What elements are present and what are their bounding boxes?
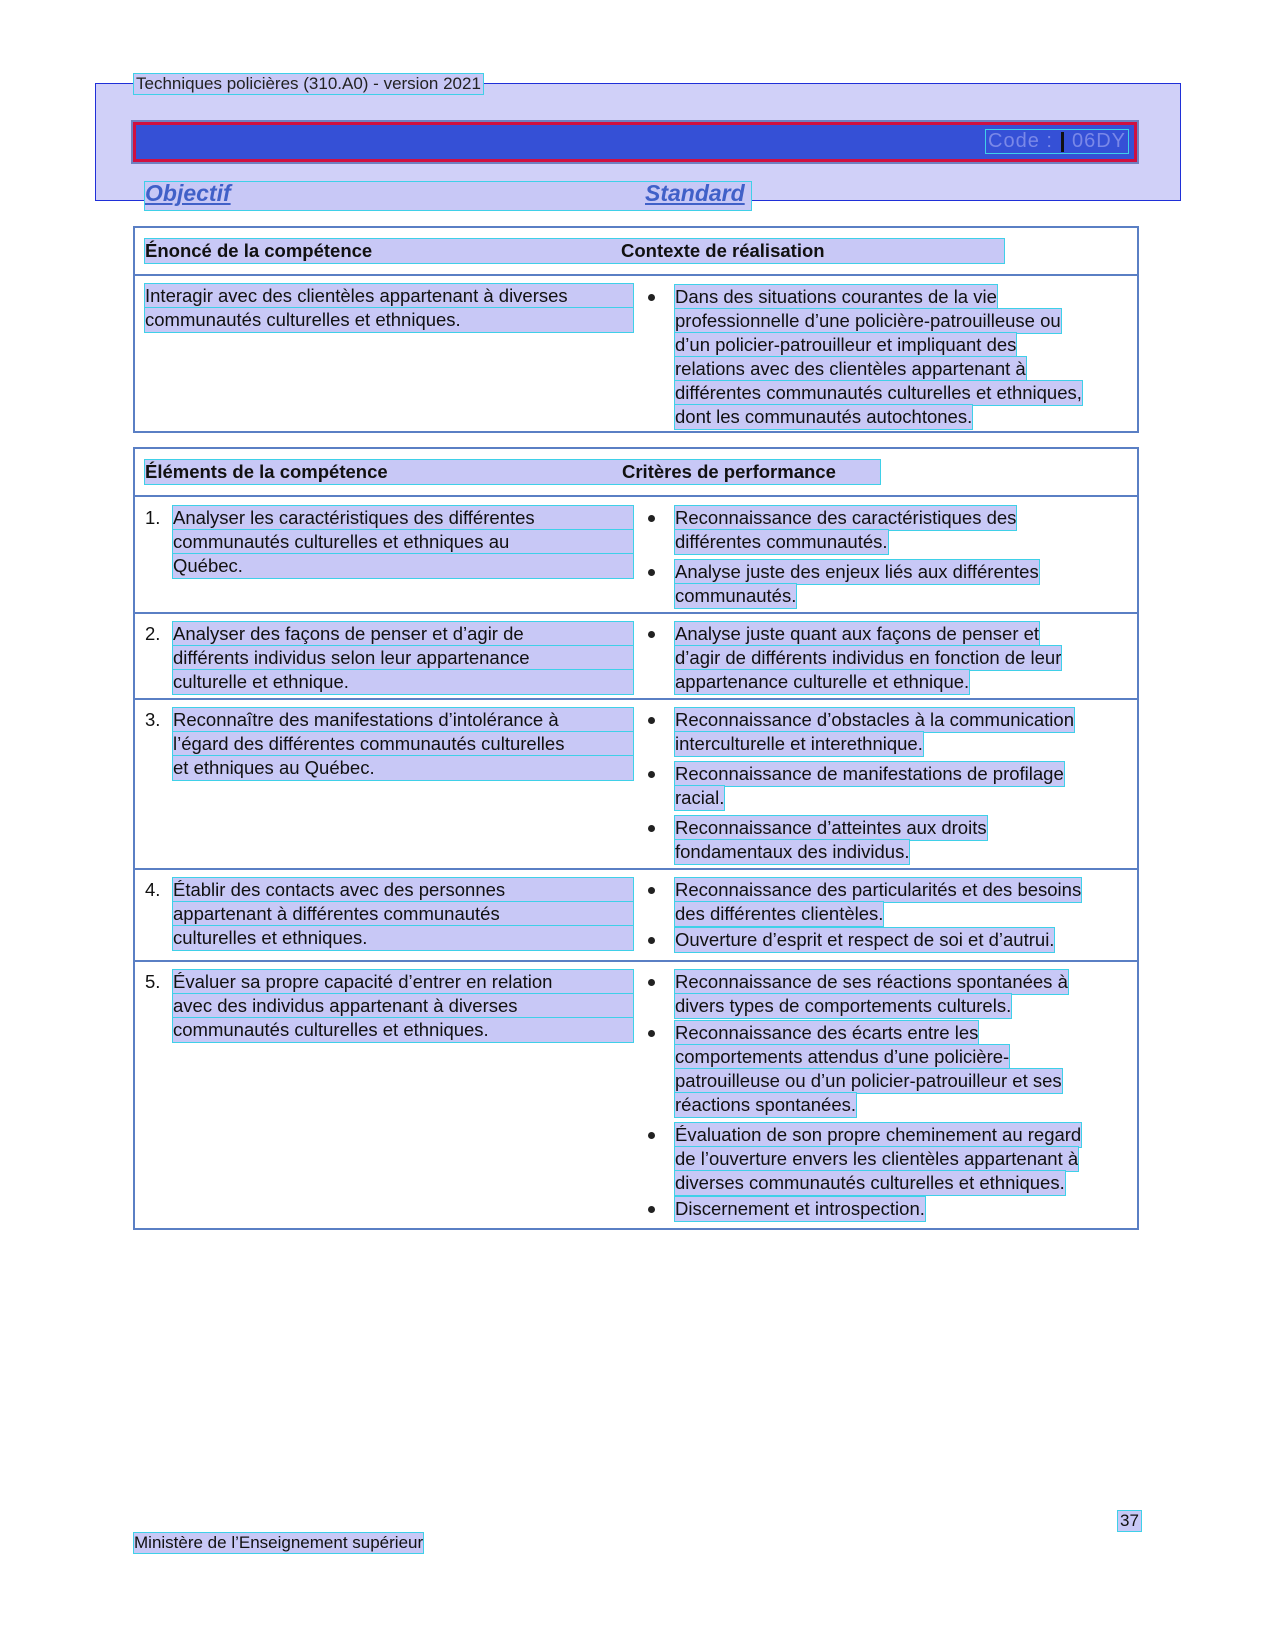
header-cell-row — [145, 239, 1004, 263]
criteria-line: Reconnaissance d’atteintes aux droits — [675, 817, 987, 838]
header-cell-row — [145, 460, 880, 484]
element-line: Évaluer sa propre capacité d’entrer en relation — [173, 970, 633, 994]
contexte-line: d’un policier-patrouilleur et impliquant des — [675, 334, 1017, 355]
criteria-line: Reconnaissance des caractéristiques des — [675, 507, 1017, 528]
element-row-2 — [135, 612, 1137, 698]
criteria-line: Reconnaissance de manifestations de profilage — [675, 763, 1064, 784]
element-line: l’égard des différentes communautés culturelles — [173, 732, 633, 756]
elements-title: Éléments de la compétence — [145, 461, 388, 482]
element-line: Établir des contacts avec des personnes — [173, 878, 633, 902]
enonce-line: communautés culturelles et ethniques. — [145, 308, 633, 332]
criteria-line: Reconnaissance de ses réactions spontanées à — [675, 971, 1068, 992]
code-field — [986, 130, 1128, 153]
contexte-line: Dans des situations courantes de la vie — [675, 286, 997, 307]
criteria-line: appartenance culturelle et ethnique. — [675, 671, 970, 692]
standard-heading: Standard — [645, 180, 745, 206]
objectif-heading: Objectif — [145, 180, 231, 206]
footer-ministry: Ministère de l’Enseignement supérieur — [134, 1533, 424, 1552]
element-line: culturelles et ethniques. — [173, 926, 633, 950]
criteria-line: d’agir de différents individus en fonction de leur — [675, 647, 1062, 668]
element-line: Analyser des façons de penser et d’agir de — [173, 622, 633, 646]
bullet-icon — [648, 937, 655, 944]
competence-table — [133, 226, 1139, 433]
criteria-line: Reconnaissance d’obstacles à la communication — [675, 709, 1074, 730]
element-number: 5. — [145, 971, 161, 992]
element-line: Québec. — [173, 554, 633, 578]
element-number: 2. — [145, 623, 161, 644]
competence-table-body — [135, 274, 1137, 430]
bullet-icon — [648, 825, 655, 832]
bullet-icon — [648, 569, 655, 576]
bullet-icon — [648, 631, 655, 638]
element-row-3 — [135, 698, 1137, 868]
cursor-icon — [1061, 132, 1064, 152]
criteria-line: communautés. — [675, 585, 797, 606]
element-row-4 — [135, 868, 1137, 960]
criteria-line: différentes communautés. — [675, 531, 888, 552]
criteria-line: Discernement et introspection. — [675, 1198, 925, 1219]
page-number: 37 — [1120, 1511, 1139, 1530]
elements-table — [133, 447, 1139, 1230]
criteria-line: interculturelle et interethnique. — [675, 733, 923, 754]
criteria-line: fondamentaux des individus. — [675, 841, 910, 862]
criteria-line: Reconnaissance des particularités et des besoins — [675, 879, 1082, 900]
element-line: communautés culturelles et ethniques. — [173, 1018, 633, 1042]
element-number: 3. — [145, 709, 161, 730]
criteria-line: Analyse juste des enjeux liés aux différentes — [675, 561, 1039, 582]
criteria-line: Évaluation de son propre cheminement au regard — [675, 1124, 1082, 1145]
bullet-icon — [648, 979, 655, 986]
element-line: avec des individus appartenant à diverses — [173, 994, 633, 1018]
bullet-icon — [648, 771, 655, 778]
element-line: différents individus selon leur appartenance — [173, 646, 633, 670]
competence-table-header — [135, 228, 1137, 274]
element-line: communautés culturelles et ethniques au — [173, 530, 633, 554]
criteria-line: comportements attendus d’une policière- — [675, 1046, 1010, 1067]
element-line: et ethniques au Québec. — [173, 756, 633, 780]
element-line: appartenant à différentes communautés — [173, 902, 633, 926]
elements-table-header — [135, 449, 1137, 495]
bullet-icon — [648, 1132, 655, 1139]
element-number: 4. — [145, 879, 161, 900]
enonce-title: Énoncé de la compétence — [145, 240, 373, 261]
criteria-line: réactions spontanées. — [675, 1094, 857, 1115]
code-label: Code : — [988, 130, 1053, 152]
section-headers — [145, 182, 751, 210]
criteria-line: des différentes clientèles. — [675, 903, 884, 924]
bullet-icon — [648, 887, 655, 894]
bullet-icon — [648, 294, 655, 301]
element-line: Reconnaître des manifestations d’intolérance à — [173, 708, 633, 732]
bullet-icon — [648, 1030, 655, 1037]
element-line: Analyser les caractéristiques des différentes — [173, 506, 633, 530]
running-title: Techniques policières (310.A0) - version 2021 — [136, 74, 481, 93]
code-bar — [133, 122, 1137, 162]
element-number: 1. — [145, 507, 161, 528]
criteria-line: patrouilleuse ou d’un policier-patrouilleur et ses — [675, 1070, 1062, 1091]
contexte-line: différentes communautés culturelles et ethniques, — [675, 382, 1082, 403]
criteria-line: Analyse juste quant aux façons de penser et — [675, 623, 1040, 644]
contexte-line: dont les communautés autochtones. — [675, 406, 973, 427]
element-line: culturelle et ethnique. — [173, 670, 633, 694]
enonce-line: Interagir avec des clientèles appartenant à diverses — [145, 284, 633, 308]
code-value: 06DY — [1071, 130, 1126, 152]
bullet-icon — [648, 717, 655, 724]
contexte-line: professionnelle d’une policière-patrouilleuse ou — [675, 310, 1061, 331]
criteria-line: de l’ouverture envers les clientèles appartenant à — [675, 1148, 1079, 1169]
bullet-icon — [648, 515, 655, 522]
criteria-line: divers types de comportements culturels. — [675, 995, 1012, 1016]
criteria-line: Reconnaissance des écarts entre les — [675, 1022, 979, 1043]
element-row-1 — [135, 495, 1137, 612]
criteres-title: Critères de performance — [622, 461, 836, 482]
bullet-icon — [648, 1206, 655, 1213]
element-row-5 — [135, 960, 1137, 1227]
criteria-line: diverses communautés culturelles et ethniques. — [675, 1172, 1065, 1193]
criteria-line: Ouverture d’esprit et respect de soi et d’autrui. — [675, 929, 1055, 950]
criteria-line: racial. — [675, 787, 725, 808]
contexte-title: Contexte de réalisation — [621, 240, 825, 261]
contexte-line: relations avec des clientèles appartenant à — [675, 358, 1026, 379]
